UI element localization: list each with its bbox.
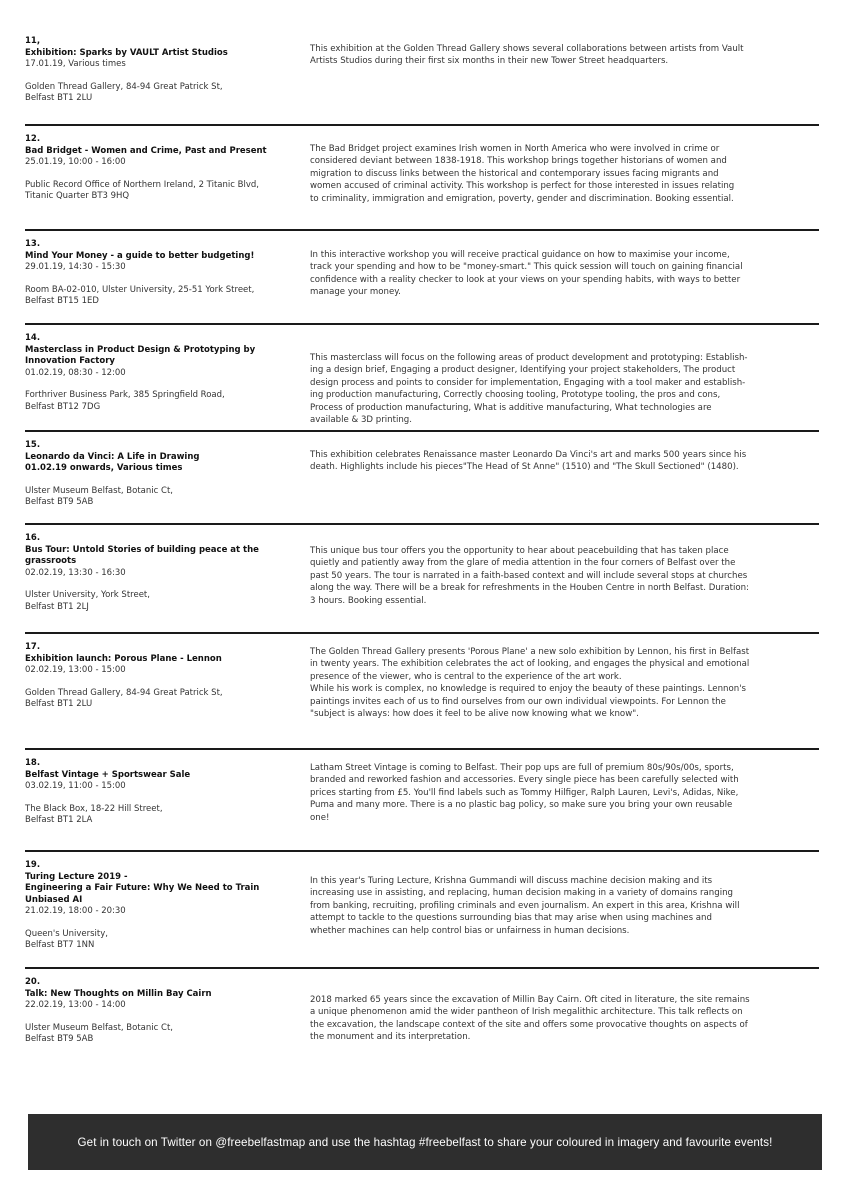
event-venue: Golden Thread Gallery, 84-94 Great Patrick St, Belfast BT1 2LU [25, 81, 223, 103]
event-title: Leonardo da Vinci: A Life in Drawing 01.02.19 onwards, Various times [25, 451, 200, 473]
event-description: In this year's Turing Lecture, Krishna Gummandi will discuss machine decision making and its increasing use in assisting, and replacing, human decision making in a variety of domains ranging from banking, recruiting, profiling criminals and even journalism. An expert in this area, Krishna will attempt to tackle to the questions surrounding bias that may arise when using machines and whether machines can help control bias or unfairness in human decisions. [310, 876, 740, 936]
event-11 [25, 36, 819, 126]
event-list [25, 36, 819, 1067]
event-venue: Golden Thread Gallery, 84-94 Great Patrick St, Belfast BT1 2LU [25, 687, 223, 709]
event-18 [25, 758, 819, 852]
event-number: 12. [25, 134, 41, 144]
event-date: 25.01.19, 10:00 - 16:00 [25, 157, 126, 167]
event-number: 15. [25, 440, 41, 450]
event-date: 02.02.19, 13:00 - 15:00 [25, 665, 126, 675]
event-date: 29.01.19, 14:30 - 15:30 [25, 262, 126, 272]
event-title: Turing Lecture 2019 - Engineering a Fair Future: Why We Need to Train Unbiased AI [25, 871, 260, 905]
event-title: Talk: New Thoughts on Millin Bay Cairn [25, 988, 212, 999]
event-15 [25, 440, 819, 525]
event-details [25, 333, 303, 413]
event-number: 16. [25, 533, 41, 543]
event-number: 17. [25, 642, 41, 652]
event-title: Mind Your Money - a guide to better budgeting! [25, 250, 255, 261]
event-venue: Public Record Office of Northern Ireland, 2 Titanic Blvd, Titanic Quarter BT3 9HQ [25, 179, 259, 201]
event-date: 03.02.19, 11:00 - 15:00 [25, 781, 126, 791]
event-19 [25, 860, 819, 969]
event-venue: Room BA-02-010, Ulster University, 25-51 York Street, Belfast BT15 1ED [25, 284, 255, 306]
event-venue: Ulster University, York Street, Belfast BT1 2LJ [25, 590, 150, 612]
event-number: 20. [25, 977, 41, 987]
event-number: 18. [25, 758, 41, 768]
event-details [25, 977, 303, 1046]
event-venue: Queen's University, Belfast BT7 1NN [25, 928, 108, 950]
event-details [25, 239, 303, 308]
event-description: The Golden Thread Gallery presents 'Porous Plane' a new solo exhibition by Lennon, his first in Belfast in twenty years. The exhibition celebrates the act of looking, and engages the physical and emotional presence of the viewer, who is central to the experience of the art work. While his work is complex, no knowledge is required to enjoy the beauty of these paintings. Lennon's paintings invites each of us to find ourselves from our own individual viewpoints. For Lennon the "subject is always: how does it feel to be alive now knowing what we know". [310, 647, 750, 720]
event-details [25, 642, 303, 711]
event-description: In this interactive workshop you will receive practical guidance on how to maximise your income, track your spending and how to be "money-smart." This quick session will touch on gaining financial confidence with a reality checker to look at your views on your spending habits, with ways to better manage your money. [310, 250, 743, 298]
event-date: 21.02.19, 18:00 - 20:30 [25, 906, 126, 916]
event-title: Exhibition launch: Porous Plane - Lennon [25, 653, 222, 664]
event-12 [25, 134, 819, 231]
event-20 [25, 977, 819, 1067]
event-title: Bus Tour: Untold Stories of building peace at the grassroots [25, 544, 259, 566]
event-description: This exhibition at the Golden Thread Gallery shows several collaborations between artists from Vault Artists Studios during their first six months in their new Tower Street headquarters. [310, 44, 744, 67]
event-details [25, 860, 303, 952]
event-title: Bad Bridget - Women and Crime, Past and Present [25, 145, 267, 156]
event-number: 11, [25, 36, 41, 46]
event-date: 01.02.19, 08:30 - 12:00 [25, 367, 126, 378]
event-venue: Forthriver Business Park, 385 Springfield Road, Belfast BT12 7DG [25, 390, 225, 412]
event-number: 13. [25, 239, 41, 249]
event-description: 2018 marked 65 years since the excavation of Millin Bay Cairn. Oft cited in literature, the site remains a unique phenomenon amid the wider pantheon of Irish megalithic architecture. This talk reflects on the excavation, the landscape context of the site and offers some provocative thoughts on aspects of the monument and its interpretation. [310, 995, 750, 1043]
event-venue: The Black Box, 18-22 Hill Street, Belfast BT1 2LA [25, 803, 163, 825]
event-description: The Bad Bridget project examines Irish women in North America who were involved in crime or considered deviant between 1838-1918. This workshop brings together historians of women and migration to discuss links between the historical and contemporary issues facing migrants and women accused of criminal activity. This workshop is perfect for those interested in issues relating to criminality, immigration and emigration, poverty, gender and discrimination. Booking essential. [310, 144, 735, 204]
event-number: 19. [25, 860, 41, 870]
event-17 [25, 642, 819, 750]
event-details [25, 533, 303, 613]
footer-text: Get in touch on Twitter on @freebelfastmap and use the hashtag #freebelfast to share your coloured in imagery and favourite events! [77, 1135, 773, 1149]
event-description: This exhibition celebrates Renaissance master Leonardo Da Vinci's art and marks 500 years since his death. Highlights include his pieces"The Head of St Anne" (1510) and "The Skull Sectioned" (1480). [310, 450, 747, 473]
event-venue: Ulster Museum Belfast, Botanic Ct, Belfast BT9 5AB [25, 1022, 173, 1044]
event-details [25, 134, 303, 203]
event-description: This unique bus tour offers you the opportunity to hear about peacebuilding that has taken place quietly and patiently away from the glare of media attention in the four corners of Belfast over the past 50 years. The tour is narrated in a faith-based context and will include several stops at churches along the way. There will be a break for refreshments in the Houben Centre in north Belfast. Duration: 3 hours. Booking essential. [310, 546, 749, 606]
event-date: 22.02.19, 13:00 - 14:00 [25, 1000, 126, 1010]
event-title: Belfast Vintage + Sportswear Sale [25, 769, 191, 780]
event-details [25, 758, 303, 827]
footer-banner [28, 1114, 822, 1170]
event-14 [25, 333, 819, 432]
event-date: 17.01.19, Various times [25, 59, 126, 69]
event-13 [25, 239, 819, 325]
event-title: Masterclass in Product Design & Prototyping by Innovation Factory [25, 344, 256, 366]
event-16 [25, 533, 819, 634]
event-description: This masterclass will focus on the following areas of product development and prototyping: Establish- ing a design brief, Engaging a product designer, Identifying your project stakeholders, The product design process and points to consider for implementation, Engaging with a tool maker and establish- ing production manufacturing, Correctly choosing tooling, Prototype tooling, the pros and cons, Process of production manufacturing, What is additive manufacturing, What technologies are available & 3D printing. [310, 353, 748, 426]
event-details [25, 440, 303, 509]
event-title: Exhibition: Sparks by VAULT Artist Studios [25, 47, 228, 58]
event-details [25, 36, 303, 105]
event-date: 02.02.19, 13:30 - 16:30 [25, 567, 126, 578]
event-venue: Ulster Museum Belfast, Botanic Ct, Belfast BT9 5AB [25, 485, 173, 507]
event-number: 14. [25, 333, 41, 343]
event-description: Latham Street Vintage is coming to Belfast. Their pop ups are full of premium 80s/90s/00s, sports, branded and reworked fashion and accessories. Every single piece has been carefully selected with prices starting from £5. You'll find labels such as Tommy Hilfiger, Ralph Lauren, Levi's, Adidas, Nike, Puma and many more. There is a no plastic bag policy, so make sure you bring your own reusable one! [310, 763, 739, 823]
